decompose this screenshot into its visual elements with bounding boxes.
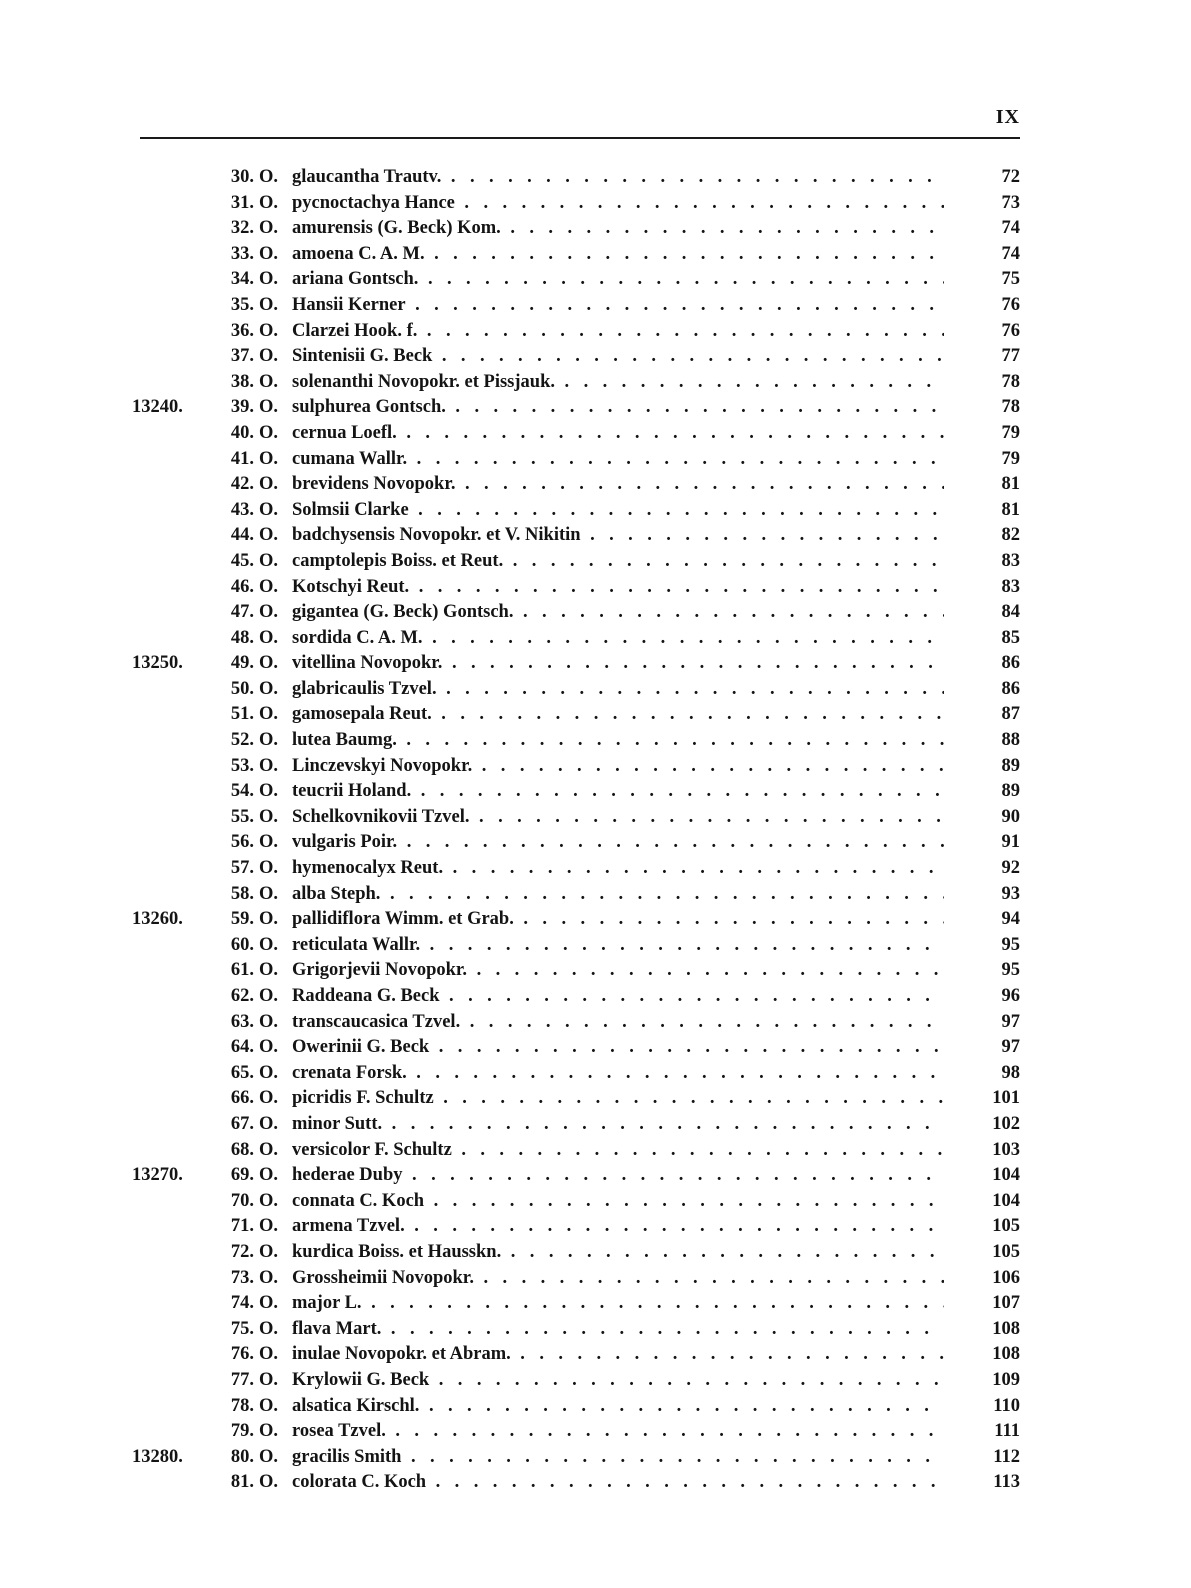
entry-name: cumana Wallr. . . . [292, 447, 944, 473]
entry-number: 31. [230, 192, 254, 213]
entry-page: 92 [1001, 858, 1020, 879]
entry-genus: O. [259, 1088, 279, 1109]
entry-name: camptolepis Boiss. et Reut. . . . [292, 549, 944, 575]
entry-number: 58. [230, 883, 254, 904]
contents-entry [0, 1163, 1191, 1189]
entry-number: 43. [230, 499, 254, 520]
entry-page: 89 [1001, 755, 1020, 776]
entry-genus: O. [259, 1011, 279, 1032]
entry-genus: O. [259, 986, 279, 1006]
entry-number: 81. [230, 1472, 254, 1493]
entry-page: 89 [1001, 781, 1020, 802]
contents-entry [0, 1010, 1191, 1036]
entry-name: inulae Novopokr. et Abram. . . . [292, 1342, 944, 1368]
entry-name: gracilis Smith . . . [292, 1445, 944, 1471]
entry-genus: O. [259, 1216, 279, 1237]
entry-name: solenanthi Novopokr. et Pissjauk. . . . [292, 370, 944, 396]
entry-genus: O. [259, 474, 279, 495]
entry-number: 37. [230, 346, 254, 367]
entry-genus: O. [259, 1472, 279, 1493]
entry-genus: O. [259, 934, 279, 955]
entry-name: amurensis (G. Beck) Kom. . . . [292, 216, 944, 242]
entry-name: reticulata Wallr. . . . [292, 933, 944, 959]
entry-page: 97 [1001, 1037, 1020, 1058]
entry-page: 113 [993, 1472, 1020, 1493]
entry-genus: O. [259, 192, 279, 213]
entry-name: versicolor F. Schultz . . . [292, 1138, 944, 1164]
entry-page: 72 [1001, 167, 1020, 187]
entry-page: 76 [1001, 294, 1020, 315]
entry-page: 76 [1001, 320, 1020, 341]
entry-page: 86 [1001, 678, 1020, 699]
entry-genus: O. [259, 883, 279, 904]
contents-entry [0, 600, 1191, 626]
entry-genus: O. [259, 243, 279, 264]
entry-number: 74. [230, 1293, 254, 1314]
entry-genus: O. [259, 422, 279, 443]
entry-number: 66. [230, 1088, 254, 1109]
entry-page: 73 [1001, 192, 1020, 213]
entry-name: brevidens Novopokr. . . . [292, 472, 944, 498]
entry-page: 79 [1001, 422, 1020, 443]
contents-entry [0, 702, 1191, 728]
entry-number: 55. [230, 806, 254, 827]
entry-name: alba Steph. . . . [292, 882, 944, 908]
entry-code: 13250. [132, 653, 183, 674]
entry-name: vitellina Novopokr. . . . [292, 651, 944, 677]
entry-name: pycnoctachya Hance . . . [292, 191, 944, 217]
entry-page: 79 [1001, 448, 1020, 469]
entry-page: 95 [1001, 960, 1020, 981]
entry-genus: O. [259, 1139, 279, 1160]
contents-entry [0, 293, 1191, 319]
entry-name: Krylowii G. Beck . . . [292, 1368, 944, 1394]
entry-number: 56. [230, 832, 254, 853]
entry-name: flava Mart. . . . [292, 1317, 944, 1343]
entry-page: 82 [1001, 525, 1020, 546]
entry-genus: O. [259, 1113, 279, 1134]
entry-number: 45. [230, 550, 254, 571]
entry-page: 78 [1001, 371, 1020, 392]
contents-entry [0, 421, 1191, 447]
contents-entry [0, 472, 1191, 498]
entry-number: 75. [230, 1318, 254, 1339]
contents-entry [0, 1368, 1191, 1394]
entry-number: 36. [230, 320, 254, 341]
contents-entry [0, 754, 1191, 780]
entry-name: connata C. Koch . . . [292, 1189, 944, 1215]
entry-name: Linczevskyi Novopokr. . . . [292, 754, 944, 780]
entry-genus: O. [259, 269, 279, 290]
entry-page: 75 [1001, 269, 1020, 290]
entry-page: 101 [992, 1088, 1020, 1109]
entry-number: 65. [230, 1062, 254, 1083]
entry-genus: O. [259, 1190, 279, 1211]
entry-name: Hansii Kerner . . . [292, 293, 944, 319]
entry-genus: O. [259, 1421, 279, 1442]
contents-entry [0, 1061, 1191, 1087]
contents-entry [0, 958, 1191, 984]
entry-name: hymenocalyx Reut. . . . [292, 856, 944, 882]
entry-genus: O. [259, 448, 279, 469]
contents-entry [0, 1394, 1191, 1420]
entry-name: sulphurea Gontsch. . . . [292, 395, 944, 421]
entry-page: 97 [1001, 1011, 1020, 1032]
entry-number: 62. [230, 986, 254, 1006]
entry-genus: O. [259, 1344, 279, 1365]
entry-genus: O. [259, 1318, 279, 1339]
entry-name: Schelkovnikovii Tzvel. . . . [292, 805, 944, 831]
entry-name: Kotschyi Reut. . . . [292, 575, 944, 601]
contents-entry [0, 830, 1191, 856]
entry-code: 13240. [132, 397, 183, 418]
entry-name: Sintenisii G. Beck . . . [292, 344, 944, 370]
entry-name: lutea Baumg. . . . [292, 728, 944, 754]
entry-code: 13270. [132, 1165, 183, 1186]
contents-entry [0, 370, 1191, 396]
contents-entry [0, 728, 1191, 754]
contents-entry [0, 779, 1191, 805]
entry-page: 87 [1001, 704, 1020, 725]
entry-number: 44. [230, 525, 254, 546]
entry-genus: O. [259, 806, 279, 827]
contents-entry [0, 1419, 1191, 1445]
entry-genus: O. [259, 678, 279, 699]
contents-entry [0, 344, 1191, 370]
contents-list [0, 165, 1191, 1496]
entry-name: pallidiflora Wimm. et Grab. . . . [292, 907, 944, 933]
contents-entry [0, 805, 1191, 831]
contents-entry [0, 1342, 1191, 1368]
entry-genus: O. [259, 653, 279, 674]
entry-page: 111 [994, 1421, 1020, 1442]
entry-page: 84 [1001, 602, 1020, 623]
entry-number: 47. [230, 602, 254, 623]
entry-name: Raddeana G. Beck . . . [292, 984, 944, 1010]
entry-number: 51. [230, 704, 254, 725]
entry-page: 106 [992, 1267, 1020, 1288]
entry-name: Grossheimii Novopokr. . . . [292, 1266, 944, 1292]
entry-page: 109 [992, 1369, 1020, 1390]
entry-number: 30. [230, 167, 254, 187]
contents-entry [0, 191, 1191, 217]
entry-page: 90 [1001, 806, 1020, 827]
entry-page: 85 [1001, 627, 1020, 648]
entry-genus: O. [259, 525, 279, 546]
entry-name: alsatica Kirschl. . . . [292, 1394, 944, 1420]
contents-entry [0, 1035, 1191, 1061]
entry-genus: O. [259, 397, 279, 418]
contents-entry [0, 447, 1191, 473]
entry-genus: O. [259, 704, 279, 725]
entry-number: 67. [230, 1113, 254, 1134]
contents-entry [0, 1189, 1191, 1215]
contents-entry [0, 984, 1191, 1010]
entry-genus: O. [259, 1293, 279, 1314]
entry-genus: O. [259, 320, 279, 341]
entry-number: 33. [230, 243, 254, 264]
entry-name: amoena C. A. M. . . . [292, 242, 944, 268]
entry-number: 61. [230, 960, 254, 981]
entry-page: 104 [992, 1165, 1020, 1186]
entry-name: crenata Forsk. . . . [292, 1061, 944, 1087]
entry-number: 79. [230, 1421, 254, 1442]
entry-name: colorata C. Koch . . . [292, 1470, 944, 1496]
entry-name: Solmsii Clarke . . . [292, 498, 944, 524]
entry-number: 70. [230, 1190, 254, 1211]
entry-number: 71. [230, 1216, 254, 1237]
entry-number: 77. [230, 1369, 254, 1390]
contents-entry [0, 1138, 1191, 1164]
entry-genus: O. [259, 371, 279, 392]
entry-genus: O. [259, 1395, 279, 1416]
entry-name: hederae Duby . . . [292, 1163, 944, 1189]
entry-number: 52. [230, 730, 254, 751]
entry-name: glabricaulis Tzvel. . . . [292, 677, 944, 703]
entry-number: 69. [230, 1165, 254, 1186]
entry-number: 42. [230, 474, 254, 495]
entry-page: 94 [1001, 909, 1020, 930]
entry-name: gamosepala Reut. . . . [292, 702, 944, 728]
entry-page: 91 [1001, 832, 1020, 853]
entry-number: 76. [230, 1344, 254, 1365]
entry-number: 68. [230, 1139, 254, 1160]
entry-genus: O. [259, 627, 279, 648]
entry-number: 38. [230, 371, 254, 392]
entry-genus: O. [259, 1062, 279, 1083]
entry-name: badchysensis Novopokr. et V. Nikitin . . . [292, 523, 944, 549]
contents-entry [0, 395, 1191, 421]
entry-page: 81 [1001, 499, 1020, 520]
entry-name: ariana Gontsch. . . . [292, 267, 944, 293]
entry-number: 78. [230, 1395, 254, 1416]
entry-page: 108 [992, 1318, 1020, 1339]
entry-page: 112 [993, 1446, 1020, 1467]
contents-entry [0, 1445, 1191, 1471]
contents-entry [0, 267, 1191, 293]
entry-page: 93 [1001, 883, 1020, 904]
contents-entry [0, 575, 1191, 601]
entry-genus: O. [259, 346, 279, 367]
contents-entry [0, 1470, 1191, 1496]
entry-genus: O. [259, 781, 279, 802]
entry-number: 48. [230, 627, 254, 648]
entry-genus: O. [259, 960, 279, 981]
entry-page: 81 [1001, 474, 1020, 495]
entry-genus: O. [259, 1267, 279, 1288]
contents-entry [0, 1266, 1191, 1292]
entry-number: 39. [230, 397, 254, 418]
entry-number: 57. [230, 858, 254, 879]
entry-code: 13260. [132, 909, 183, 930]
entry-number: 72. [230, 1241, 254, 1262]
entry-name: rosea Tzvel. . . . [292, 1419, 944, 1445]
entry-number: 59. [230, 909, 254, 930]
entry-genus: O. [259, 909, 279, 930]
contents-entry [0, 319, 1191, 345]
entry-number: 54. [230, 781, 254, 802]
contents-entry [0, 651, 1191, 677]
entry-page: 108 [992, 1344, 1020, 1365]
entry-name: glaucantha Trautv. . . . [292, 165, 944, 191]
entry-name: teucrii Holand. . . . [292, 779, 944, 805]
entry-name: kurdica Boiss. et Hausskn. . . . [292, 1240, 944, 1266]
entry-number: 40. [230, 422, 254, 443]
contents-entry [0, 1112, 1191, 1138]
entry-name: minor Sutt. . . . [292, 1112, 944, 1138]
entry-name: sordida C. A. M. . . . [292, 626, 944, 652]
entry-page: 107 [992, 1293, 1020, 1314]
entry-number: 32. [230, 218, 254, 239]
entry-page: 77 [1001, 346, 1020, 367]
entry-page: 74 [1001, 243, 1020, 264]
entry-genus: O. [259, 1037, 279, 1058]
contents-entry [0, 1086, 1191, 1112]
entry-genus: O. [259, 602, 279, 623]
entry-genus: O. [259, 550, 279, 571]
entry-number: 46. [230, 576, 254, 597]
entry-name: gigantea (G. Beck) Gontsch. . . . [292, 600, 944, 626]
entry-page: 105 [992, 1216, 1020, 1237]
entry-page: 95 [1001, 934, 1020, 955]
entry-number: 80. [230, 1446, 254, 1467]
entry-page: 104 [992, 1190, 1020, 1211]
entry-page: 74 [1001, 218, 1020, 239]
entry-name: picridis F. Schultz . . . [292, 1086, 944, 1112]
contents-entry [0, 523, 1191, 549]
entry-genus: O. [259, 858, 279, 879]
entry-genus: O. [259, 1241, 279, 1262]
entry-genus: O. [259, 294, 279, 315]
entry-code: 13280. [132, 1446, 183, 1467]
contents-entry [0, 1214, 1191, 1240]
contents-entry [0, 216, 1191, 242]
contents-entry [0, 549, 1191, 575]
contents-entry [0, 626, 1191, 652]
entry-genus: O. [259, 730, 279, 751]
entry-genus: O. [259, 755, 279, 776]
contents-entry [0, 856, 1191, 882]
entry-name: Owerinii G. Beck . . . [292, 1035, 944, 1061]
entry-page: 83 [1001, 550, 1020, 571]
entry-page: 102 [992, 1113, 1020, 1134]
entry-name: Clarzei Hook. f. . . . [292, 319, 944, 345]
entry-page: 103 [992, 1139, 1020, 1160]
entry-page: 78 [1001, 397, 1020, 418]
entry-number: 73. [230, 1267, 254, 1288]
entry-page: 96 [1001, 986, 1020, 1006]
contents-entry [0, 933, 1191, 959]
entry-number: 50. [230, 678, 254, 699]
entry-page: 88 [1001, 730, 1020, 751]
entry-page: 110 [993, 1395, 1020, 1416]
entry-number: 34. [230, 269, 254, 290]
entry-genus: O. [259, 499, 279, 520]
contents-entry [0, 242, 1191, 268]
entry-name: cernua Loefl. . . . [292, 421, 944, 447]
header-rule [140, 137, 1020, 139]
entry-page: 83 [1001, 576, 1020, 597]
entry-genus: O. [259, 832, 279, 853]
page-number: IX [995, 106, 1020, 128]
contents-entry [0, 1240, 1191, 1266]
entry-genus: O. [259, 218, 279, 239]
entry-name: armena Tzvel. . . . [292, 1214, 944, 1240]
contents-entry [0, 498, 1191, 524]
entry-number: 64. [230, 1037, 254, 1058]
entry-number: 35. [230, 294, 254, 315]
entry-page: 86 [1001, 653, 1020, 674]
entry-name: vulgaris Poir. . . . [292, 830, 944, 856]
entry-page: 105 [992, 1241, 1020, 1262]
entry-genus: O. [259, 1165, 279, 1186]
entry-genus: O. [259, 576, 279, 597]
entry-number: 49. [230, 653, 254, 674]
entry-number: 63. [230, 1011, 254, 1032]
entry-genus: O. [259, 1446, 279, 1467]
entry-number: 60. [230, 934, 254, 955]
contents-entry [0, 907, 1191, 933]
contents-entry [0, 165, 1191, 191]
contents-entry [0, 677, 1191, 703]
contents-entry [0, 1317, 1191, 1343]
entry-genus: O. [259, 167, 279, 187]
contents-entry [0, 882, 1191, 908]
entry-name: major L. . . . [292, 1291, 944, 1317]
entry-page: 98 [1001, 1062, 1020, 1083]
entry-genus: O. [259, 1369, 279, 1390]
entry-name: transcaucasica Tzvel. . . . [292, 1010, 944, 1036]
contents-entry [0, 1291, 1191, 1317]
entry-number: 53. [230, 755, 254, 776]
entry-number: 41. [230, 448, 254, 469]
entry-name: Grigorjevii Novopokr. . . . [292, 958, 944, 984]
